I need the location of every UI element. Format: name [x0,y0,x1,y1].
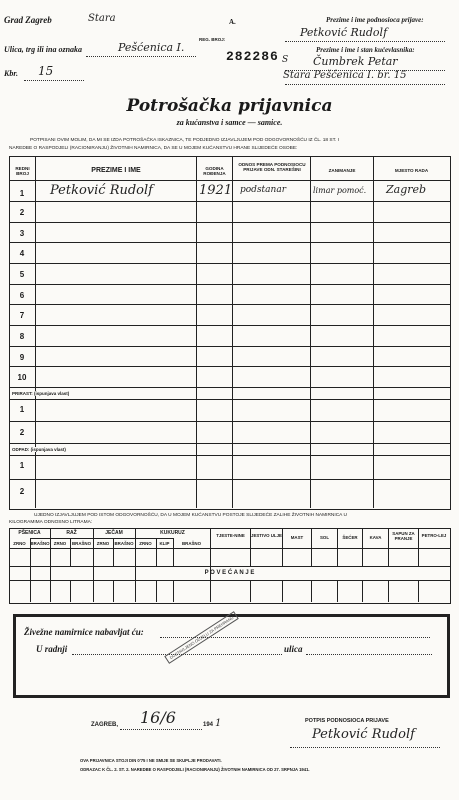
footer-note-2: ODRAZAC K ČL. 2. ST. 2. NAREDBE O RASPODJELI (RACIONIRANJU) ŽIVOTNIH NAMIRNICA OD 27. SRPNJA 1941. [80,767,310,772]
sub-brasno-3: BRAŠNO [114,541,134,546]
street-value: Pešćenica I. [118,41,185,54]
row-1-birth: 1921 [199,183,233,198]
row-1-occupation: limar pomoć. [313,186,367,195]
group-kukuruz: KUKURUZ [160,530,185,536]
kbr-value: 15 [38,64,54,78]
sub-brasno-4: BRAŠNO [181,541,202,546]
col-tjestenine: TJESTE-NINE [216,533,245,538]
row-1-name: Petković Rudolf [50,183,153,198]
applicant-label: Prezime i ime podnosioca prijave: [326,16,424,24]
sub-zrno-3: ZRNO [96,541,110,546]
col-jestivo-ulje: JESTIVO ULJE [251,533,282,538]
form-title: Potrošačka prijavnica [126,96,333,116]
sub-zrno-1: ZRNO [13,541,26,546]
landlord-address: Stara Pešćenica I. br. 15 [283,70,407,81]
signature-label: POTPIS PODNOSIOCA PRIJAVE [305,718,389,724]
col-header-birth: GODINA ROĐENJA [203,166,226,176]
row-8-num: 8 [19,332,25,341]
supplies-line-1: UJEDNO IZJAVLJUJEM POD ISTOM ODGOVORNOŠĆU, DA U MOJEM KUĆANSTVU POSTOJE SLIJEDEĆE ZALIHE ŽIVOTNIH NAMIRNICA U [34,513,347,518]
row-5-num: 5 [19,270,25,279]
col-header-name: PREZIME I IME [91,167,141,174]
row-7-num: 7 [19,311,25,320]
row-4-num: 4 [19,249,25,258]
row-1-workplace: Zagreb [386,183,427,196]
col-header-num: REDNI BROJ [15,166,30,176]
sub-klip: KLIP [159,541,170,546]
shop-box-u-radnji: U radnji [36,644,68,654]
group-jecam: JEČAM [105,530,123,536]
footer-place: ZAGREB, [91,722,118,728]
received-stamp: DOSTAVLJENO ODJELU ZA PREHRANU [164,611,239,664]
shop-box-line-1: Živežne namirnice nabavljat ću: [24,627,144,637]
row-1-num: 1 [19,189,25,198]
signature-value: Petković Rudolf [312,727,415,742]
group-psenica: PŠENICA [18,530,41,536]
footer-note-1: OVA PRIJAVNICA STOJI DIN 0'75 I NE SMIJE SE SKUPLJE PRODAVATI. [80,758,222,763]
street-label: Ulica, trg ili ina oznaka [4,45,83,54]
form-subtitle: za kućanstva i samce — samice. [176,118,283,127]
col-sol: SOL [319,535,330,540]
intro-line-1: POTPISANI OVIM MOLIM, DA MI SE IZDA POTROŠAČKA ISKAZNICA, TE PODJEDNO IZJAVLJUJEM POD ODGOVORNOŠĆU IZ ČL. 18 ST. I [30,138,340,143]
row-3-num: 3 [19,229,25,238]
row-9-num: 9 [19,353,25,362]
sub-brasno-2: BRAŠNO [71,541,92,546]
sub-zrno-4: ZRNO [139,541,152,546]
prirast-label: PRIRAST: (ispunjava vlast) [12,391,70,396]
intro-line-2: NAREDBE O RASPODJELI (RACIONIRANJU) ŽIVOTNIH NAMIRNICA, DA SE U MOJEM KUĆANSTVU HRANE SLIJEDEĆE OSOBE: [9,146,298,151]
footer-date: 16/6 [140,708,176,727]
reg-label: REG. BROJ: [199,37,226,42]
footer-year-label: 194 [203,722,214,728]
prirast-row-1: 1 [19,405,25,414]
col-kava: KAVA [369,535,382,540]
series-letter: A. [229,18,236,26]
col-header-relation: ODNOS PREMA PODNOSIOCU PRIJAVE ODN. STAREŠINI [238,162,306,172]
sub-brasno-1: BRAŠNO [30,541,50,546]
col-sapun: SAPUN ZA PRANJE [392,531,415,541]
supplies-line-2: KILOGRAMIMA ODNOSNO LITRAMA: [9,520,93,525]
landlord-label: Prezime i ime i stan kućevlasnika: [316,46,415,54]
row-10-num: 10 [17,373,27,382]
col-header-occupation: ZANIMANJE [328,168,356,173]
group-raz: RAŽ [66,530,77,536]
city-label: Grad Zagreb [4,15,52,25]
reg-number: 282286 [226,49,279,64]
landlord-prefix: S [282,55,289,65]
odpad-row-1: 1 [19,461,25,470]
kbr-label: Kbr. [4,69,19,78]
col-secer: ŠEĆER [342,535,358,540]
district-value: Stara [88,13,116,24]
row-1-relation: podstanar [240,185,287,195]
footer-year-digit: 1 [215,718,222,729]
col-petrolej: PETRO-LEJ [421,533,447,538]
landlord-value: Čumbrek Petar [313,55,398,68]
odpad-row-2: 2 [19,487,25,496]
col-mast: MAST [290,535,304,540]
applicant-value: Petković Rudolf [300,26,388,39]
odpad-label: ODPAD: (ispunjava vlast) [12,447,66,452]
prirast-row-2: 2 [19,428,25,437]
povecanje-label: P O V E Ć A N J E [204,570,255,576]
shop-box-ulica: ulica [284,644,303,654]
row-2-num: 2 [19,208,25,217]
col-header-workplace: MJESTO RADA [394,168,429,173]
row-6-num: 6 [19,291,25,300]
sub-zrno-2: ZRNO [53,541,67,546]
